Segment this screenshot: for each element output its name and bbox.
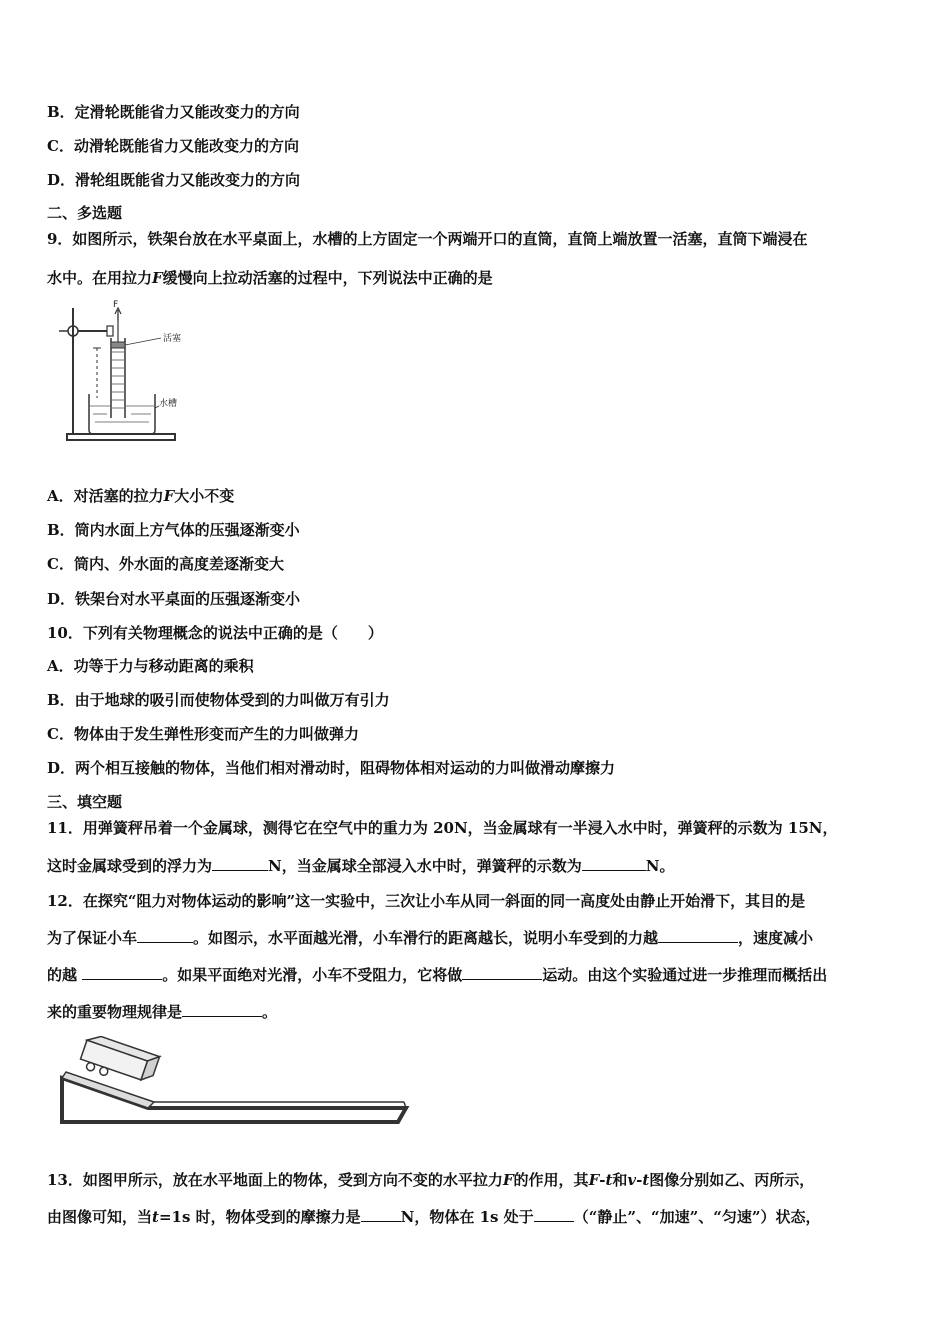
q11-stem-line2: 这时金属球受到的浮力为 N，当金属球全部浸入水中时，弹簧秤的示数为 N。 xyxy=(47,857,675,875)
q8-option-d: D．滑轮组既能省力又能改变力的方向 xyxy=(47,171,301,189)
q12-blank-4[interactable] xyxy=(462,965,542,980)
q12-blank-5[interactable] xyxy=(182,1002,262,1017)
q13-stem-line2: 由图像可知，当t=1s 时，物体受到的摩擦力是 N，物体在 1s 处于 （“静止”、“加速”、“匀速”）状态， xyxy=(47,1208,821,1226)
q8-option-b: B．定滑轮既能省力又能改变力的方向 xyxy=(47,103,300,121)
q12-stem-line2: 为了保证小车 。如图示，水平面越光滑，小车滑行的距离越长，说明小车受到的力越 ，速度减小 xyxy=(47,929,814,947)
q13-stem-line1: 13．如图甲所示，放在水平地面上的物体，受到方向不变的水平拉力F的作用，其F-t和v-t图像分别如乙、丙所示， xyxy=(47,1171,815,1189)
q9-option-a: A．对活塞的拉力F大小不变 xyxy=(47,487,235,505)
q9-stem-line2: 水中。在用拉力F缓慢向上拉动活塞的过程中，下列说法中正确的是 xyxy=(47,269,493,287)
q9-option-d: D．铁架台对水平桌面的压强逐渐变小 xyxy=(47,590,301,608)
q11-blank-2[interactable] xyxy=(582,856,646,871)
q9-stem-line1: 9．如图所示，铁架台放在水平桌面上，水槽的上方固定一个两端开口的直筒，直筒上端放置一活塞，直筒下端浸在 xyxy=(47,230,808,248)
q12-blank-3[interactable] xyxy=(82,965,162,980)
q12-blank-1[interactable] xyxy=(137,928,193,943)
q9-figure-label-tank: 水槽 xyxy=(159,399,178,409)
q12-blank-2[interactable] xyxy=(658,928,738,943)
q10-option-d: D．两个相互接触的物体，当他们相对滑动时，阻碍物体相对运动的力叫做滑动摩擦力 xyxy=(47,759,616,777)
q11-stem-line1: 11．用弹簧秤吊着一个金属球，测得它在空气中的重力为 20N，当金属球有一半浸入水中时，弹簧秤的示数为 15N， xyxy=(47,819,838,837)
q13-blank-2[interactable] xyxy=(534,1207,574,1222)
q9-option-c: C．筒内、外水面的高度差逐渐变大 xyxy=(47,555,284,573)
q9-option-b: B．筒内水面上方气体的压强逐渐变小 xyxy=(47,521,300,539)
q8-option-c: C．动滑轮既能省力又能改变力的方向 xyxy=(47,137,299,155)
q13-blank-1[interactable] xyxy=(361,1207,401,1222)
q12-figure-incline-cart xyxy=(58,1036,410,1132)
q9-figure-iron-stand-cylinder xyxy=(55,298,205,446)
section-heading-fill-in: 三、填空题 xyxy=(47,793,123,811)
q10-option-c: C．物体由于发生弹性形变而产生的力叫做弹力 xyxy=(47,725,359,743)
q10-stem: 10．下列有关物理概念的说法中正确的是（ ） xyxy=(47,624,383,642)
section-heading-multiple-choice: 二、多选题 xyxy=(47,204,123,222)
q10-option-b: B．由于地球的吸引而使物体受到的力叫做万有引力 xyxy=(47,691,390,709)
q9-figure-label-f: F xyxy=(113,300,119,310)
q11-blank-1[interactable] xyxy=(212,856,268,871)
q12-stem-line4: 来的重要物理规律是 。 xyxy=(47,1003,278,1021)
q12-stem-line1: 12．在探究“阻力对物体运动的影响”这一实验中，三次让小车从同一斜面的同一高度处由静止开始滑下，其目的是 xyxy=(47,892,806,910)
q9-figure-label-piston: 活塞 xyxy=(163,334,182,344)
q10-option-a: A．功等于力与移动距离的乘积 xyxy=(47,657,254,675)
q12-stem-line3: 的越 。如果平面绝对光滑，小车不受阻力，它将做 运动。由这个实验通过进一步推理而概括出 xyxy=(47,966,828,984)
